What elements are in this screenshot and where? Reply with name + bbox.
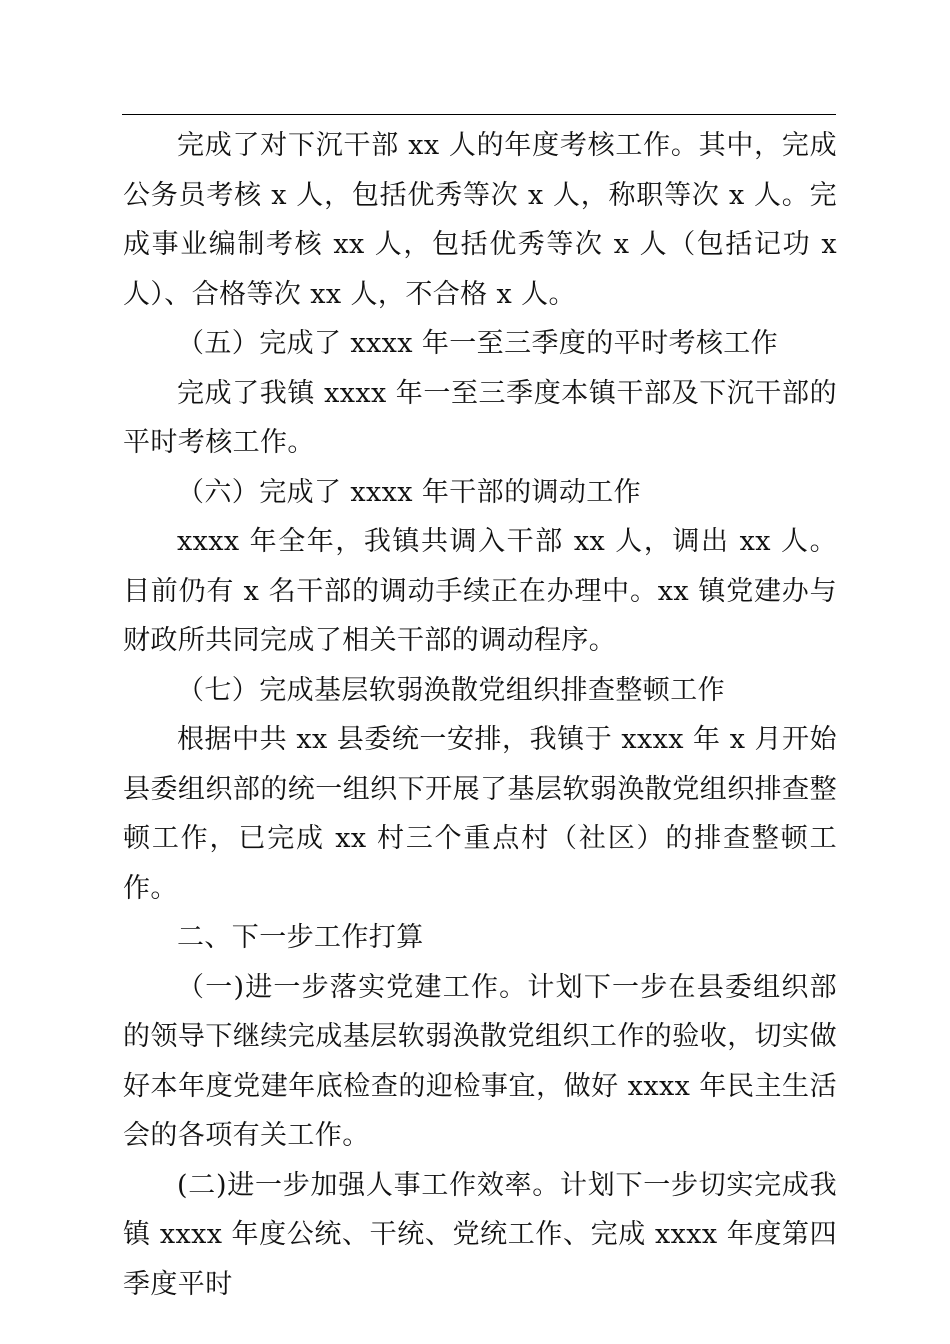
paragraph-quarterly-assessment: 完成了我镇 xxxx 年一至三季度本镇干部及下沉干部的平时考核工作。 <box>123 377 837 458</box>
paragraph-rectification: 根据中共 xx 县委统一安排，我镇于 xxxx 年 x 月开始县委组织部的统一组织下开展了基层软弱涣散党组织排查整顿工作，已完成 xx 村三个重点村（社区）的排查整顿工作。 <box>123 724 837 904</box>
paragraph-transfers: xxxx 年全年，我镇共调入干部 xx 人，调出 xx 人。目前仍有 x 名干部的调动手续正在办理中。xx 镇党建办与财政所共同完成了相关干部的调动程序。 <box>123 526 837 656</box>
heading-five: （五）完成了 xxxx 年一至三季度的平时考核工作 <box>177 328 779 359</box>
document-body <box>123 121 837 1309</box>
paragraph-plan-one: （一)进一步落实党建工作。计划下一步在县委组织部的领导下继续完成基层软弱涣散党组织工作的验收，切实做好本年度党建年底检查的迎检事宜，做好 xxxx 年民主生活会的各项有关工作。 <box>123 971 837 1151</box>
header-rule <box>122 114 836 115</box>
heading-six: （六）完成了 xxxx 年干部的调动工作 <box>177 476 642 508</box>
paragraph-assessment-results: 完成了对下沉干部 xx 人的年度考核工作。其中，完成公务员考核 x 人，包括优秀等次 x 人，称职等次 x 人。完成事业编制考核 xx 人，包括优秀等次 x 人（包括记功 x 人）、合格等次 xx 人，不合格 x 人。 <box>123 130 837 310</box>
paragraph-plan-two: (二)进一步加强人事工作效率。计划下一步切实完成我镇 xxxx 年度公统、干统、党统工作、完成 xxxx 年度第四季度平时 <box>123 1169 837 1300</box>
heading-seven: （七）完成基层软弱涣散党组织排查整顿工作 <box>177 674 725 706</box>
section-heading-next-steps: 二、下一步工作打算 <box>177 922 424 953</box>
